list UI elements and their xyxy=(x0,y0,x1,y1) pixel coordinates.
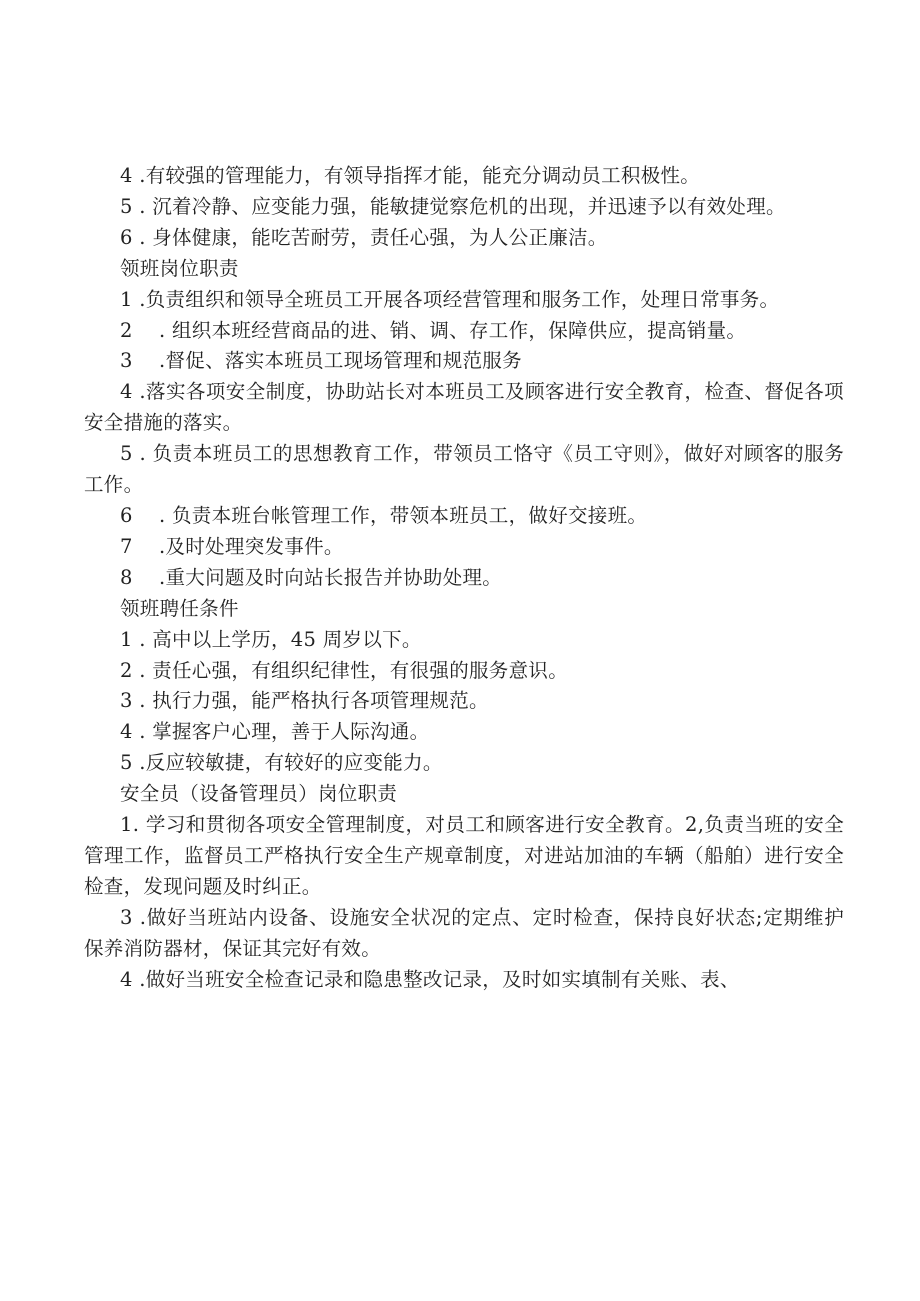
list-item: 7 .及时处理突发事件。 xyxy=(120,534,344,558)
section-heading-safety-officer-duties: 安全员（设备管理员）岗位职责 xyxy=(120,782,398,806)
list-item: 4 .有较强的管理能力，有领导指挥才能，能充分调动员工积极性。 xyxy=(120,164,701,187)
list-item: 5 . 负责本班员工的思想教育工作，带领员工恪守《员工守则》，做好对顾客的服务工作。 xyxy=(84,442,844,497)
section-heading-foreman-duties: 领班岗位职责 xyxy=(120,256,239,280)
list-item: 5 . 沉着冷静、应变能力强，能敏捷觉察危机的出现，并迅速予以有效处理。 xyxy=(120,194,786,218)
list-item: 3 .做好当班站内设备、设施安全状况的定点、定时检查，保持良好状态;定期维护保养消防器材，保证其完好有效。 xyxy=(84,905,844,960)
list-item: 1 .负责组织和领导全班员工开展各项经营管理和服务工作，处理日常事务。 xyxy=(120,287,780,311)
section-heading-foreman-qualifications: 领班聘任条件 xyxy=(120,596,239,620)
list-item: 6 . 负责本班台帐管理工作，带领本班员工，做好交接班。 xyxy=(120,503,648,527)
list-item: 5 .反应较敏捷，有较好的应变能力。 xyxy=(120,751,443,775)
list-item: 3 .督促、落实本班员工现场管理和规范服务 xyxy=(120,349,522,373)
list-item: 2 . 责任心强，有组织纪律性，有很强的服务意识。 xyxy=(120,658,569,682)
list-item: 4 . 掌握客户心理，善于人际沟通。 xyxy=(120,720,430,744)
list-item: 3 . 执行力强，能严格执行各项管理规范。 xyxy=(120,689,489,713)
list-item: 6 . 身体健康，能吃苦耐劳，责任心强，为人公正廉洁。 xyxy=(120,225,608,249)
list-item: 2 . 组织本班经营商品的进、销、调、存工作，保障供应，提高销量。 xyxy=(120,318,747,342)
list-item: 4 .落实各项安全制度，协助站长对本班员工及顾客进行安全教育，检查、督促各项安全措施的落实。 xyxy=(84,380,844,435)
list-item: 1 . 高中以上学历，45 周岁以下。 xyxy=(120,627,422,651)
list-item: 1. 学习和贯彻各项安全管理制度，对员工和顾客进行安全教育。2,负责当班的安全管理工作，监督员工严格执行安全生产规章制度，对进站加油的车辆（船舶）进行安全检查，发现问题及时纠正。 xyxy=(84,813,844,898)
list-item: 8 .重大问题及时向站长报告并协助处理。 xyxy=(120,565,503,589)
list-item: 4 .做好当班安全检查记录和隐患整改记录，及时如实填制有关账、表、 xyxy=(120,967,740,991)
document-body xyxy=(84,161,844,995)
